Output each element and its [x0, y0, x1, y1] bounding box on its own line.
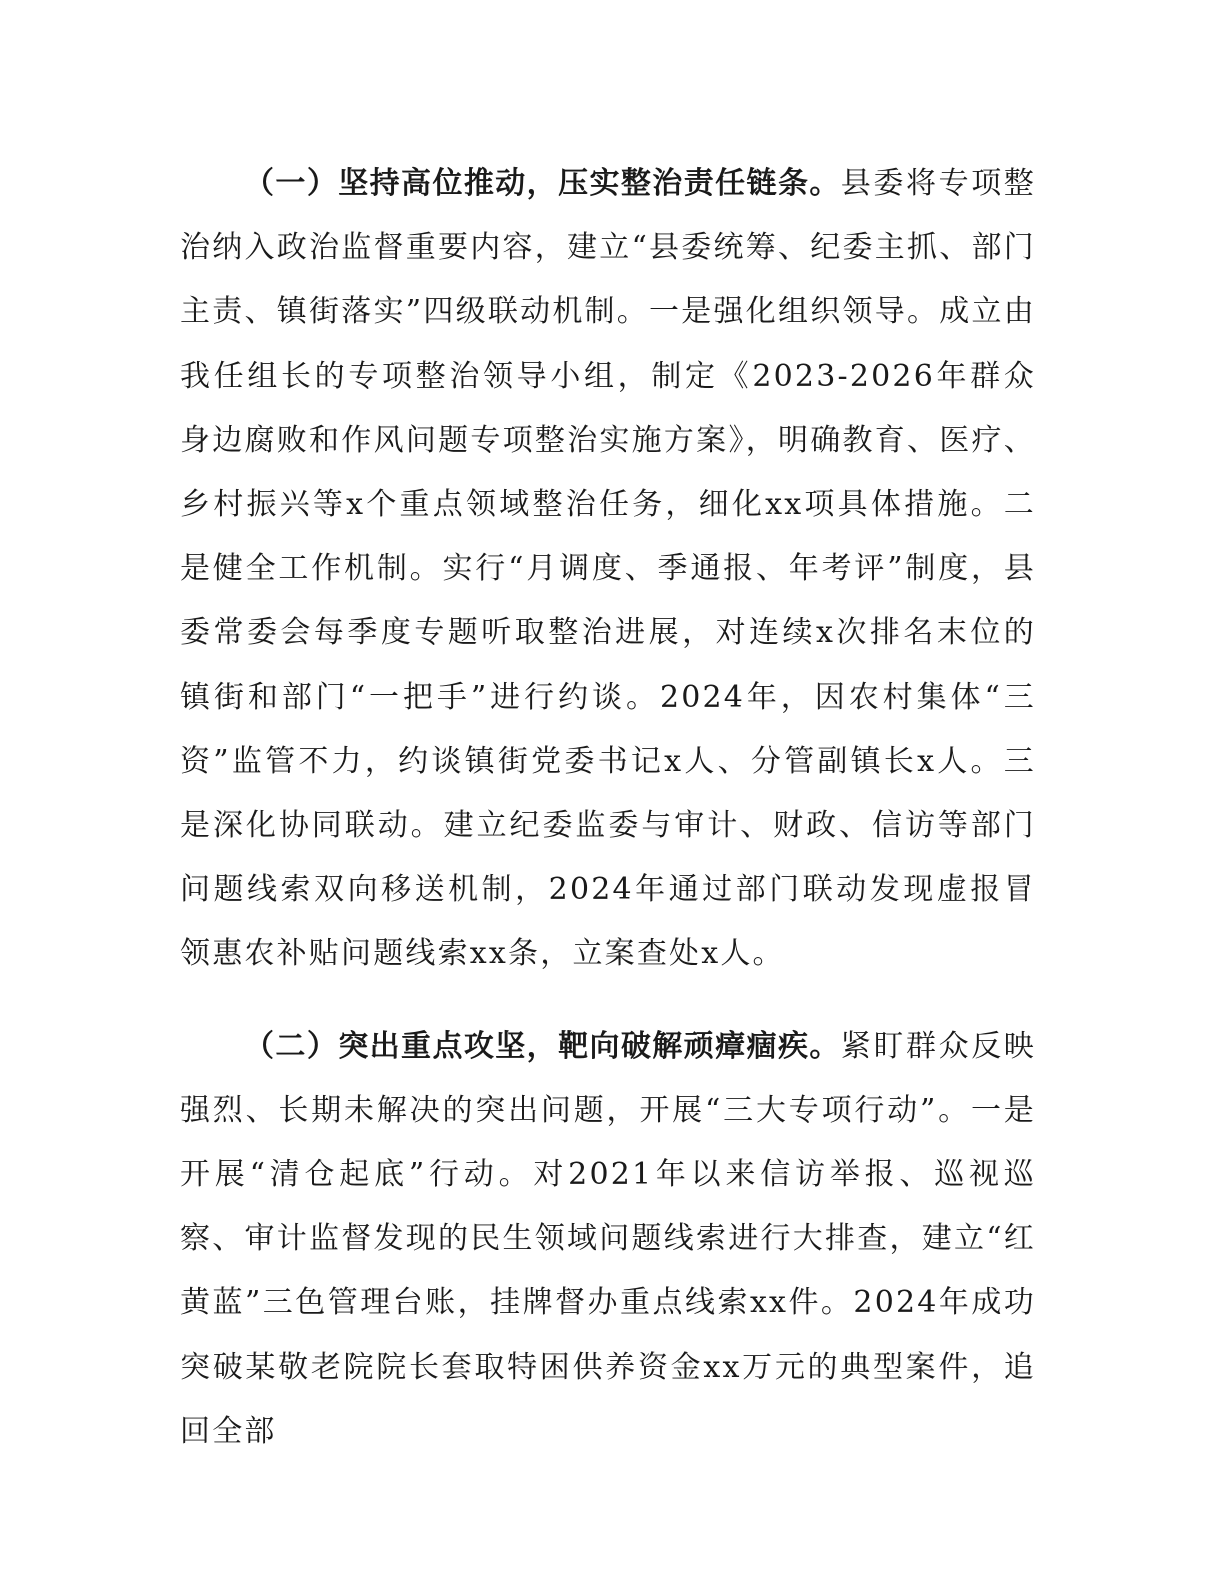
paragraph-2: [180, 1015, 1036, 1464]
paragraph-2-heading: （二）突出重点攻坚，靶向破解顽瘴痼疾。: [244, 1028, 841, 1064]
paragraph-1-text: 县委将专项整治纳入政治监督重要内容，建立“县委统筹、纪委主抓、部门主责、镇街落实”四级联动机制。一是强化组织领导。成立由我任组长的专项整治领导小组，制定《2023-2026年群众身边腐败和作风问题专项整治实施方案》，明确教育、医疗、乡村振兴等x个重点领域整治任务，细化xx项具体措施。二是健全工作机制。实行“月调度、季通报、年考评”制度，县委常委会每季度专题听取整治进展，对连续x次排名末位的镇街和部门“一把手”进行约谈。2024年，因农村集体“三资”监管不力，约谈镇街党委书记x人、分管副镇长x人。三是深化协同联动。建立纪委监委与审计、财政、信访等部门问题线索双向移送机制，2024年通过部门联动发现虚报冒领惠农补贴问题线索xx条，立案查处x人。: [180, 166, 1037, 972]
document-body: [180, 152, 1036, 1464]
paragraph-1-heading: （一）坚持高位推动，压实整治责任链条。: [244, 166, 841, 201]
paragraph-1: [180, 152, 1036, 987]
paragraph-2-text: 紧盯群众反映强烈、长期未解决的突出问题，开展“三大专项行动”。一是开展“清仓起底”行动。对2021年以来信访举报、巡视巡察、审计监督发现的民生领域问题线索进行大排查，建立“红黄蓝”三色管理台账，挂牌督办重点线索xx件。2024年成功突破某敬老院院长套取特困供养资金xx万元的典型案件，追回全部: [180, 1028, 1037, 1449]
